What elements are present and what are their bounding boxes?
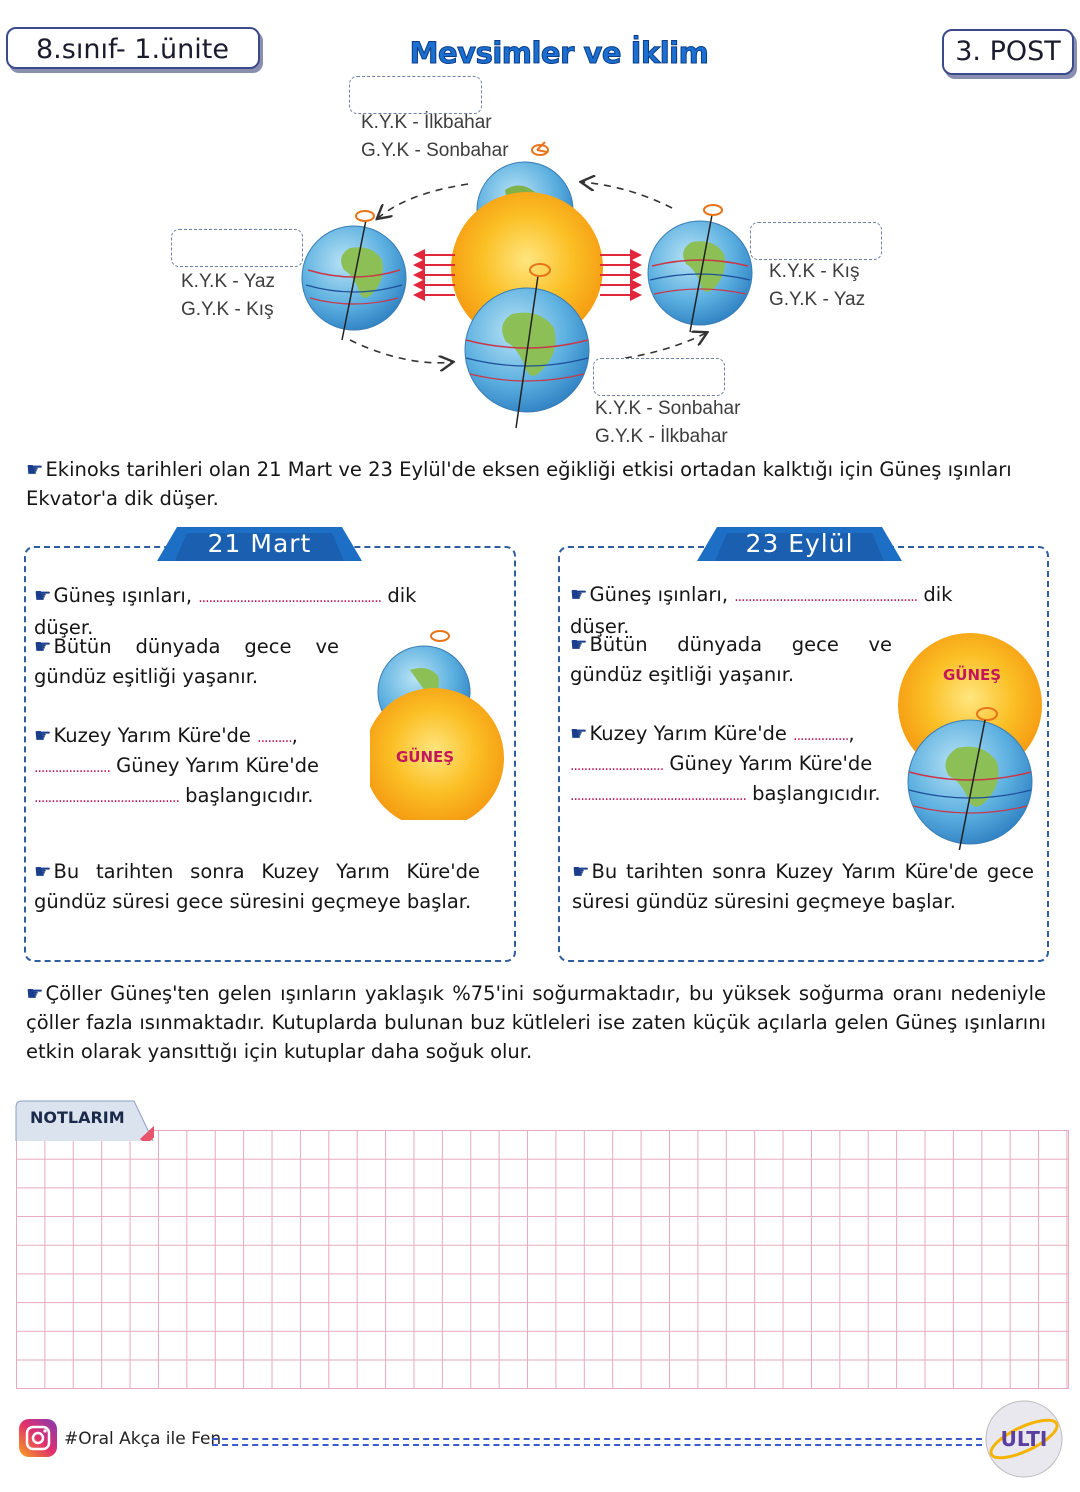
earth-left-icon <box>302 211 406 340</box>
card2-rays-suffix: dik düşer. <box>570 583 953 638</box>
intro-text: Ekinoks tarihleri olan 21 Mart ve 23 Eylül'de eksen eğikliği etkisi ortadan kalktığı için Güneş ışınları Ekvator'a dik düşer. <box>26 458 1012 510</box>
card2-after-text: Bu tarihten sonra Kuzey Yarım Küre'de gece süresi gündüz süresini geçmeye başlar. <box>572 860 1034 913</box>
intro-paragraph <box>26 455 1056 513</box>
deserts-text: Çöller Güneş'ten gelen ışınların yaklaşık %75'ini soğurmaktadır, bu yüksek soğurma oranı nedeniyle çöller fazla ısınmaktadır. Kutuplarda bulunan buz kütleleri ise zaten küçük açılarla gelen Güneş ışınlarını etkin olarak yansıttığı için kutuplar daha soğuk olur. <box>26 982 1046 1063</box>
top-label-2: G.Y.K - Sonbahar <box>361 140 509 161</box>
seasons-diagram <box>0 70 1080 440</box>
card-title: 21 Mart <box>207 529 312 558</box>
footer-divider <box>212 1438 982 1440</box>
card1-rays-suffix: dik düşer. <box>34 584 417 639</box>
top-label-1: K.Y.K - İlkbahar <box>361 112 492 133</box>
card1-north-1: ☛ Kuzey Yarım Küre'de .........., <box>34 724 298 747</box>
card1-equal-1: ☛ Bütün dünyada gece ve <box>34 635 339 658</box>
ulti-logo <box>984 1398 1064 1480</box>
card2-sun-earth <box>895 630 1045 850</box>
card2-north-1: ☛ Kuzey Yarım Küre'de ................, <box>570 722 855 745</box>
card2-north-2: ........................... Güney Yarım Küre'de <box>570 752 873 775</box>
rays-left <box>415 255 455 295</box>
orbit-arrow <box>350 340 452 363</box>
orbit-arrow <box>612 333 706 360</box>
left-label-1: K.Y.K - Yaz <box>181 271 275 292</box>
card-title: 23 Eylül <box>745 529 854 558</box>
card1-north-text-3: başlangıcıdır. <box>185 784 314 807</box>
card2-equal-text-1: Bütün dünyada gece ve <box>589 633 892 656</box>
card1-north-text-1: Kuzey Yarım Küre'de <box>53 724 251 747</box>
card1-north-3: .......................................... başlangıcıdır. <box>34 784 314 807</box>
instagram-icon[interactable] <box>17 1417 59 1459</box>
card2-rays: ☛ Güneş ışınları, ..................................................... dik düşer. <box>570 583 953 638</box>
card2-sun-label: GÜNEŞ <box>943 666 1002 684</box>
unit-label: 8.sınıf- 1.ünite <box>6 27 260 69</box>
card1-equal-2: gündüz eşitliği yaşanır. <box>34 665 259 688</box>
post-label: 3. POST <box>942 29 1074 75</box>
card2-north-3: ................................................... başlangıcıdır. <box>570 782 881 805</box>
card1-north-2: ...................... Güney Yarım Küre'de <box>34 754 319 777</box>
orbit-arrow <box>378 184 468 218</box>
deserts-paragraph <box>26 979 1046 1066</box>
answer-box-left[interactable] <box>171 229 303 267</box>
pointing-hand-icon: ☛ <box>26 458 44 481</box>
right-label-1: K.Y.K - Kış <box>769 261 860 282</box>
card2-after: ☛ Bu tarihten sonra Kuzey Yarım Küre'de gece süresi gündüz süresini geçmeye başlar. <box>572 860 1034 913</box>
page-title: Mevsimler ve İklim <box>409 36 709 70</box>
ulti-logo-text: ULTI <box>1000 1427 1048 1451</box>
bottom-label-1: K.Y.K - Sonbahar <box>595 398 741 419</box>
card2-equal-1: ☛ Bütün dünyada gece ve <box>570 633 892 656</box>
card2-north-text-2: Güney Yarım Küre'de <box>669 752 873 775</box>
left-label-2: G.Y.K - Kış <box>181 299 274 320</box>
rays-right <box>600 255 640 295</box>
card1-rays: ☛ Güneş ışınları, ..................................................... dik düşer. <box>34 584 417 639</box>
card2-north-text-3: başlangıcıdır. <box>752 782 881 805</box>
card1-after-text: Bu tarihten sonra Kuzey Yarım Küre'de gündüz süresi gece süresini geçmeye başlar. <box>34 860 480 913</box>
card1-sun-earth <box>370 620 510 820</box>
pointing-hand-icon: ☛ <box>26 982 44 1005</box>
card2-north-text-1: Kuzey Yarım Küre'de <box>589 722 787 745</box>
card2-equal-2: gündüz eşitliği yaşanır. <box>570 663 795 686</box>
card1-north-text-2: Güney Yarım Küre'de <box>116 754 319 777</box>
footer-handle: #Oral Akça ile Fen <box>64 1429 222 1449</box>
orbit-arrow <box>582 182 672 208</box>
footer-divider <box>212 1444 982 1446</box>
card1-sun-label: GÜNEŞ <box>396 748 455 766</box>
answer-box-bottom[interactable] <box>593 358 725 396</box>
notes-grid[interactable] <box>16 1130 1069 1389</box>
bottom-label-2: G.Y.K - İlkbahar <box>595 426 728 447</box>
right-label-2: G.Y.K - Yaz <box>769 289 866 310</box>
notes-label: NOTLARIM <box>30 1108 125 1127</box>
card1-equal-text-1: Bütün dünyada gece ve <box>53 635 339 658</box>
card1-after: ☛ Bu tarihten sonra Kuzey Yarım Küre'de gündüz süresi gece süresini geçmeye başlar. <box>34 860 480 913</box>
card1-rays-prefix: Güneş ışınları, <box>53 584 193 607</box>
earth-right-icon <box>648 205 752 332</box>
answer-box-right[interactable] <box>750 222 882 260</box>
card2-rays-prefix: Güneş ışınları, <box>589 583 729 606</box>
